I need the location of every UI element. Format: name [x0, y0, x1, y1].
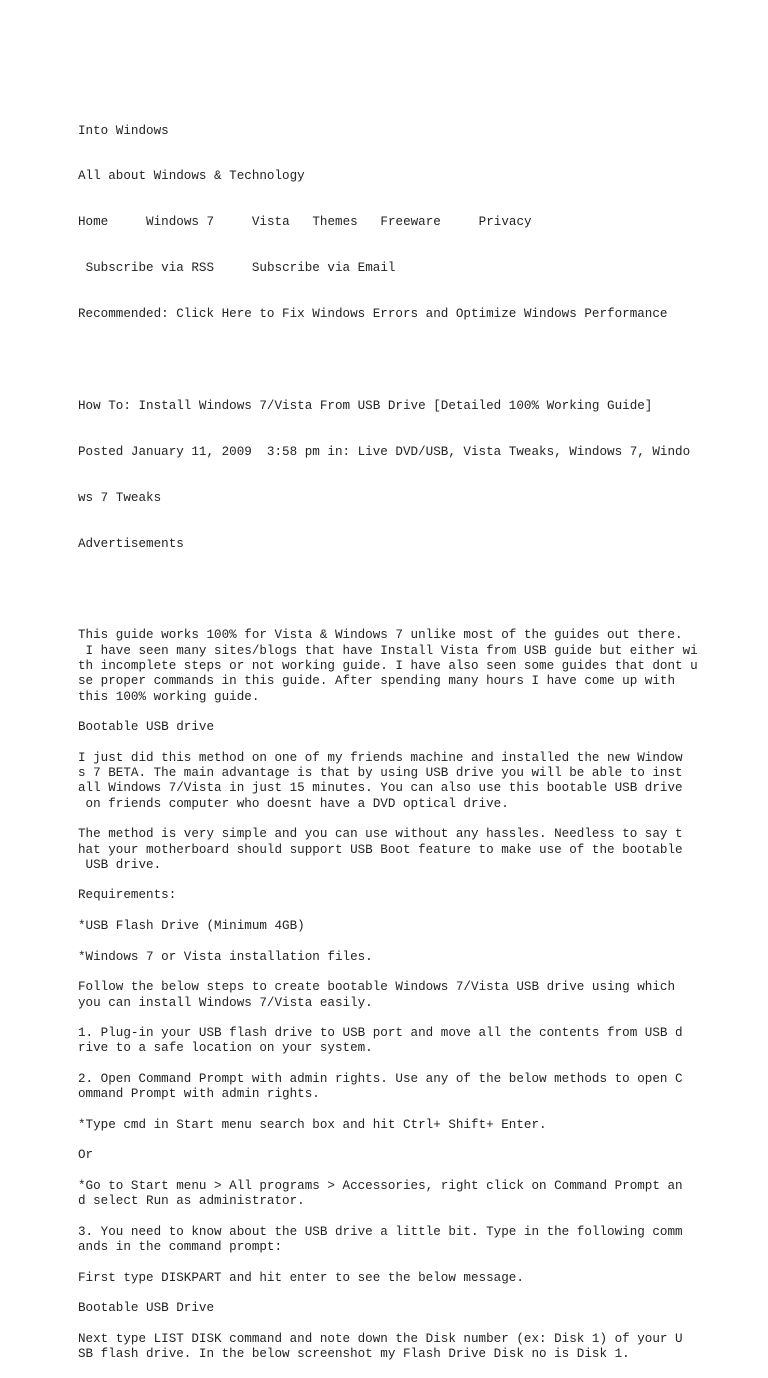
article-paragraph: [78, 1271, 708, 1302]
document-page: [78, 93, 708, 1378]
post-meta: Posted January 11, 2009 3:58 pm in: Live DVD/USB, Vista Tweaks, Windows 7, Windo: [78, 444, 691, 459]
article-paragraph: [78, 628, 708, 720]
article-paragraph: [78, 827, 708, 888]
paragraph-line: on friends computer who doesnt have a DVD optical drive.: [78, 796, 509, 811]
nav-windows-7[interactable]: Windows 7: [146, 215, 215, 230]
paragraph-line: ommand Prompt with admin rights.: [78, 1087, 320, 1102]
paragraph-line: 2. Open Command Prompt with admin rights. Use any of the below methods to open C: [78, 1072, 683, 1086]
paragraph-line: this 100% working guide.: [78, 689, 260, 704]
paragraph-line: The method is very simple and you can use without any hassles. Needless to say t: [78, 827, 683, 842]
recommended-link[interactable]: Recommended: Click Here to Fix Windows Errors and Optimize Windows Performance: [78, 307, 668, 322]
paragraph-line: Next type LIST DISK command and note down the Disk number (ex: Disk 1) of your U: [78, 1332, 683, 1347]
paragraph-line: *Type cmd in Start menu search box and hit Ctrl+ Shift+ Enter.: [78, 1117, 547, 1132]
paragraph-line: Bootable USB Drive: [78, 1301, 215, 1316]
nav-home[interactable]: Home: [78, 215, 109, 230]
article-paragraph: [78, 1118, 708, 1149]
paragraph-line: *Go to Start menu > All programs > Accessories, right click on Command Prompt an: [78, 1179, 683, 1194]
paragraph-line: 1. Plug-in your USB flash drive to USB port and move all the contents from USB d: [78, 1026, 683, 1041]
paragraph-line: First type DISKPART and hit enter to see the below message.: [78, 1270, 524, 1285]
article-paragraph: [78, 1148, 708, 1179]
paragraph-line: ands in the command prompt:: [78, 1240, 283, 1255]
site-title: Into Windows: [78, 123, 169, 138]
advertisements-label: Advertisements: [78, 536, 184, 551]
paragraph-line: *USB Flash Drive (Minimum 4GB): [78, 919, 305, 934]
article-paragraph: [78, 1225, 708, 1271]
article-paragraph: [78, 1332, 708, 1363]
paragraph-line: This guide works 100% for Vista & Windows 7 unlike most of the guides out there.: [78, 628, 683, 643]
paragraph-line: Or: [78, 1148, 94, 1163]
paragraph-line: s 7 BETA. The main advantage is that by using USB drive you will be able to inst: [78, 766, 683, 781]
article-paragraph: [78, 1179, 708, 1225]
paragraph-line: USB drive.: [78, 857, 162, 872]
article-paragraph: [78, 751, 708, 827]
paragraph-line: Follow the below steps to create bootable Windows 7/Vista USB drive using which: [78, 980, 676, 995]
nav-vista[interactable]: Vista: [251, 215, 290, 230]
nav-privacy[interactable]: Privacy: [478, 215, 532, 230]
paragraph-line: th incomplete steps or not working guide. I have also seen some guides that dont u: [78, 658, 698, 673]
article-paragraph: [78, 950, 708, 981]
site-tagline: All about Windows & Technology: [78, 169, 305, 184]
paragraph-line: rive to a safe location on your system.: [78, 1041, 373, 1056]
paragraph-line: Bootable USB drive: [78, 720, 215, 735]
subscribe-rss-link[interactable]: Subscribe via RSS: [85, 261, 215, 276]
article-paragraph: [78, 919, 708, 950]
paragraph-line: I have seen many sites/blogs that have Install Vista from USB guide but either wi: [78, 643, 698, 658]
subscribe-bar: [78, 261, 708, 276]
article-paragraph: [78, 888, 708, 919]
paragraph-line: SB flash drive. In the below screenshot my Flash Drive Disk no is Disk 1.: [78, 1347, 630, 1362]
article-paragraph: [78, 1301, 708, 1332]
main-nav: [78, 215, 708, 230]
article-paragraph: [78, 1026, 708, 1072]
paragraph-line: I just did this method on one of my friends machine and installed the new Window: [78, 750, 683, 765]
paragraph-line: 3. You need to know about the USB drive a little bit. Type in the following comm: [78, 1224, 683, 1239]
article-body: [78, 628, 708, 1362]
nav-freeware[interactable]: Freeware: [380, 215, 441, 230]
article-title: How To: Install Windows 7/Vista From USB Drive [Detailed 100% Working Guide]: [78, 398, 653, 413]
article-paragraph: [78, 720, 708, 751]
subscribe-email-link[interactable]: Subscribe via Email: [251, 261, 396, 276]
post-meta-cont: ws 7 Tweaks: [78, 490, 162, 505]
paragraph-line: you can install Windows 7/Vista easily.: [78, 995, 373, 1010]
paragraph-line: se proper commands in this guide. After spending many hours I have come up with: [78, 674, 676, 689]
paragraph-line: hat your motherboard should support USB Boot feature to make use of the bootable: [78, 842, 683, 857]
paragraph-line: *Windows 7 or Vista installation files.: [78, 949, 373, 964]
paragraph-line: Requirements:: [78, 888, 177, 903]
article-paragraph: [78, 980, 708, 1026]
paragraph-line: all Windows 7/Vista in just 15 minutes. You can also use this bootable USB drive: [78, 781, 683, 796]
nav-themes[interactable]: Themes: [312, 215, 358, 230]
article-paragraph: [78, 1072, 708, 1118]
paragraph-line: d select Run as administrator.: [78, 1194, 305, 1209]
